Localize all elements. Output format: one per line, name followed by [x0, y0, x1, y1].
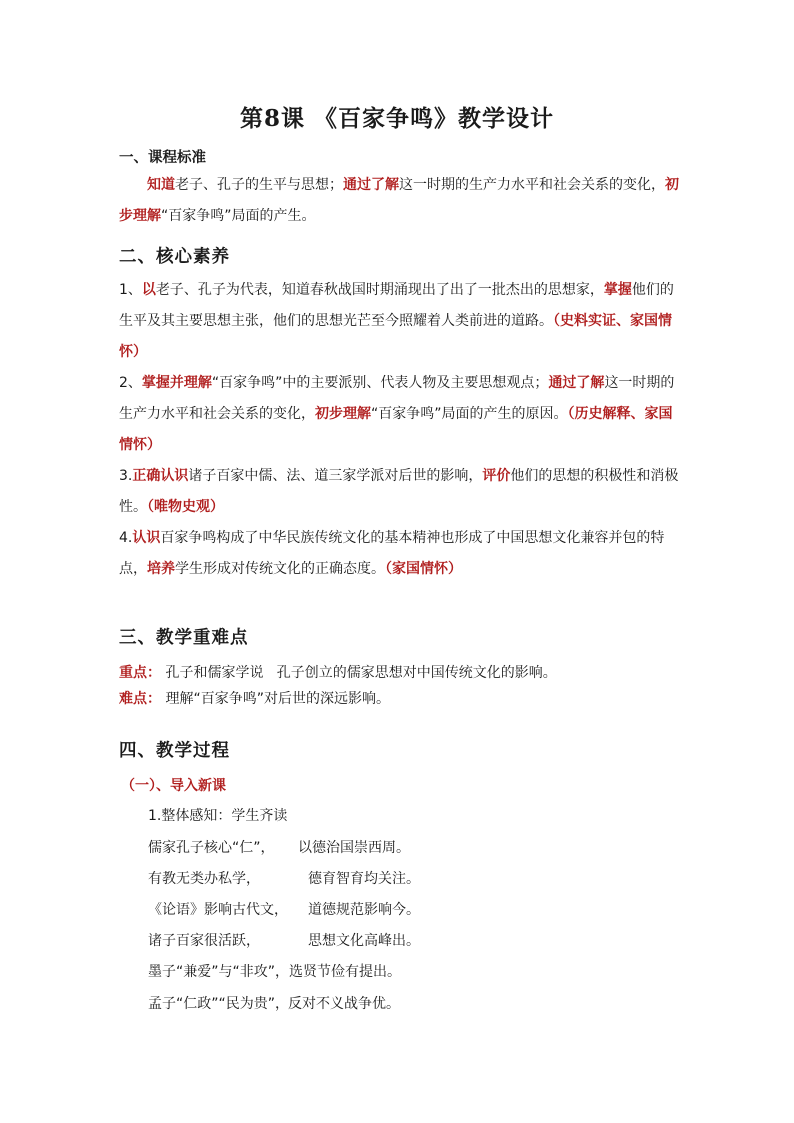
standards-paragraph: 知道老子、孔子的生平与思想；通过了解这一时期的生产力水平和社会关系的变化，初步理解“百家争鸣”局面的产生。 — [119, 177, 679, 224]
section-heading-core-literacy: 二、核心素养 — [119, 247, 230, 267]
keyword: 评价 — [482, 468, 511, 484]
difficult-point-label: 难点： — [119, 691, 161, 707]
key-point-line — [119, 662, 557, 682]
core-item-4: 4.认识百家争鸣构成了中华民族传统文化的基本精神也形成了中国思想文化兼容并包的特点，培养学生形成对传统文化的正确态度。（家国情怀） — [119, 530, 665, 577]
keyword: 培养 — [147, 561, 175, 577]
literacy-tag: （家国情怀） — [385, 561, 462, 577]
poem-line: 《论语》影响古代文， 道德规范影响今。 — [148, 902, 420, 918]
keyword: 掌握并理解 — [141, 375, 212, 391]
difficult-point-text: 理解“百家争鸣”对后世的深远影响。 — [165, 691, 390, 707]
literacy-tag: （历史解释、家国情怀） — [119, 406, 673, 453]
text: 老子、孔子的生平与思想 — [175, 177, 329, 193]
keyword: 通过了解 — [548, 375, 605, 391]
poem-line: 诸子百家很活跃， 思想文化高峰出。 — [148, 933, 420, 949]
intro-instruction: 1.整体感知：学生齐读 — [148, 808, 288, 824]
subsection-heading-intro: （一）、导入新课 — [121, 778, 226, 794]
core-item-2: 2、掌握并理解“百家争鸣”中的主要派别、代表人物及主要思想观点；通过了解这一时期的生产力水平和社会关系的变化，初步理解“百家争鸣”局面的产生的原因。（历史解释、家国情怀） — [119, 375, 675, 453]
section-heading-process: 四、教学过程 — [119, 741, 230, 761]
key-point-text: 孔子和儒家学说 孔子创立的儒家思想对中国传统文化的影响。 — [165, 665, 557, 681]
section-heading-standards: 一、课程标准 — [119, 150, 206, 166]
keyword: 初步理解 — [315, 406, 371, 422]
section-heading-key-points: 三、教学重难点 — [119, 628, 249, 648]
keyword: 知道 — [147, 177, 175, 193]
poem-line: 墨子“兼爱”与“非攻”，选贤节俭有提出。 — [148, 964, 402, 980]
keyword: 通过了解 — [343, 177, 399, 193]
page-title: 第8课 《百家争鸣》教学设计 — [239, 105, 554, 132]
core-item-1: 1、以老子、孔子为代表，知道春秋战国时期涌现出了出了一批杰出的思想家，掌握他们的生平及其主要思想主张，他们的思想光芒至今照耀着人类前进的道路。（史料实证、家国情怀） — [119, 282, 674, 360]
key-point-label: 重点： — [119, 665, 161, 681]
poem-line: 有教无类办私学， 德育智育均关注。 — [148, 871, 420, 887]
text: 这一时期的生产力水平和社会关系的变化， — [399, 177, 665, 193]
poem-line: 儒家孔子核心“仁”， 以德治国崇西周。 — [148, 840, 410, 856]
keyword: 初步理解 — [119, 177, 679, 224]
keyword: 以 — [141, 282, 156, 298]
keyword: 掌握 — [603, 282, 632, 298]
keyword: 认识 — [132, 530, 161, 546]
literacy-tag: （史料实证、家国情怀） — [119, 313, 672, 360]
literacy-tag: （唯物史观） — [147, 499, 224, 515]
text: “百家争鸣”局面的产生。 — [161, 208, 316, 224]
difficult-point-line — [119, 688, 390, 708]
poem-line: 孟子“仁政”“民为贵”，反对不义战争优。 — [148, 996, 400, 1012]
core-item-3: 3.正确认识诸子百家中儒、法、道三家学派对后世的影响，评价他们的思想的积极性和消极性。（唯物史观） — [119, 468, 679, 515]
keyword: 正确认识 — [132, 468, 189, 484]
